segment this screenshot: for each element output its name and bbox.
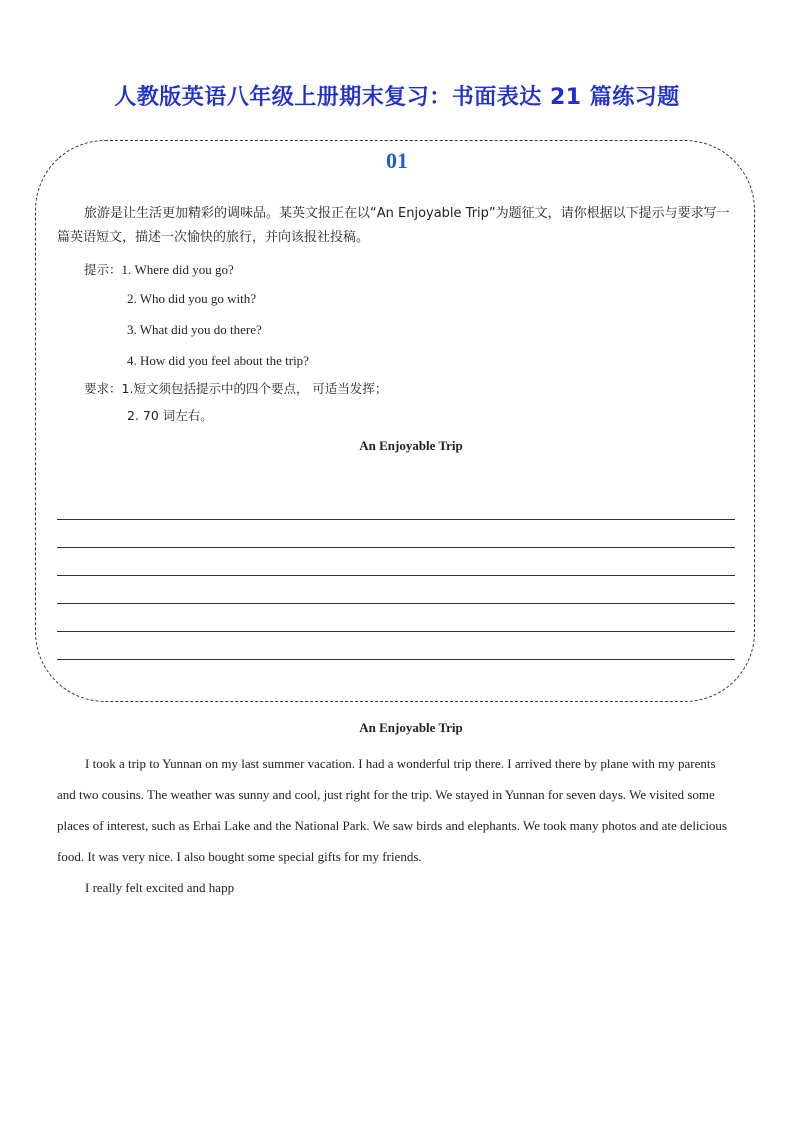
- hint-item: 2. Who did you go with?: [127, 291, 257, 306]
- hints-line-3: [127, 322, 262, 338]
- requirements-line-2: [127, 406, 213, 424]
- hints-line-4: [127, 353, 309, 369]
- answer-paragraph-end: I really felt excited and happ: [85, 880, 235, 895]
- writing-line: [57, 603, 735, 604]
- answer-title: An Enjoyable Trip: [359, 720, 463, 735]
- writing-line: [57, 547, 735, 548]
- requirement-item: 2. 70 词左右。: [127, 408, 213, 423]
- requirements-line-1: [84, 379, 387, 397]
- answer-paragraph: I took a trip to Yunnan on my last summer vacation. I had a wonderful trip there. I arrived there by plane with my parents and two cousins. The weather was sunny and cool, just right for the trip. We stayed in Yunnan for seven days. We visited some places of interest, such as Erhai Lake and the National Park. We saw birds and elephants. We took many photos and ate delicious food. It was very nice. I also bought some special gifts for my friends.: [57, 756, 727, 864]
- requirement-item: 1.短文须包括提示中的四个要点， 可适当发挥；: [121, 381, 388, 396]
- prompt-text: 旅游是让生活更加精彩的调味品。某英文报正在以“An Enjoyable Trip”为题征文，请你根据以下提示与要求写一篇英语短文，描述一次愉快的旅行，并向该报社投稿。: [57, 206, 730, 245]
- writing-line: [57, 659, 735, 660]
- hint-item: 1. Where did you go?: [121, 262, 234, 277]
- writing-line: [57, 519, 735, 520]
- exercise-number: 01: [386, 148, 408, 173]
- writing-line: [57, 575, 735, 576]
- requirements-label: 要求：: [84, 381, 122, 396]
- page-title: 人教版英语八年级上册期末复习：书面表达 21 篇练习题: [114, 85, 680, 110]
- answer-essay: [57, 748, 737, 903]
- hint-item: 4. How did you feel about the trip?: [127, 353, 309, 368]
- hints-line-2: [127, 291, 256, 307]
- writing-title: An Enjoyable Trip: [359, 438, 463, 453]
- hint-item: 3. What did you do there?: [127, 322, 262, 337]
- writing-line: [57, 631, 735, 632]
- hints-line-1: [84, 260, 234, 278]
- hints-label: 提示：: [84, 262, 122, 277]
